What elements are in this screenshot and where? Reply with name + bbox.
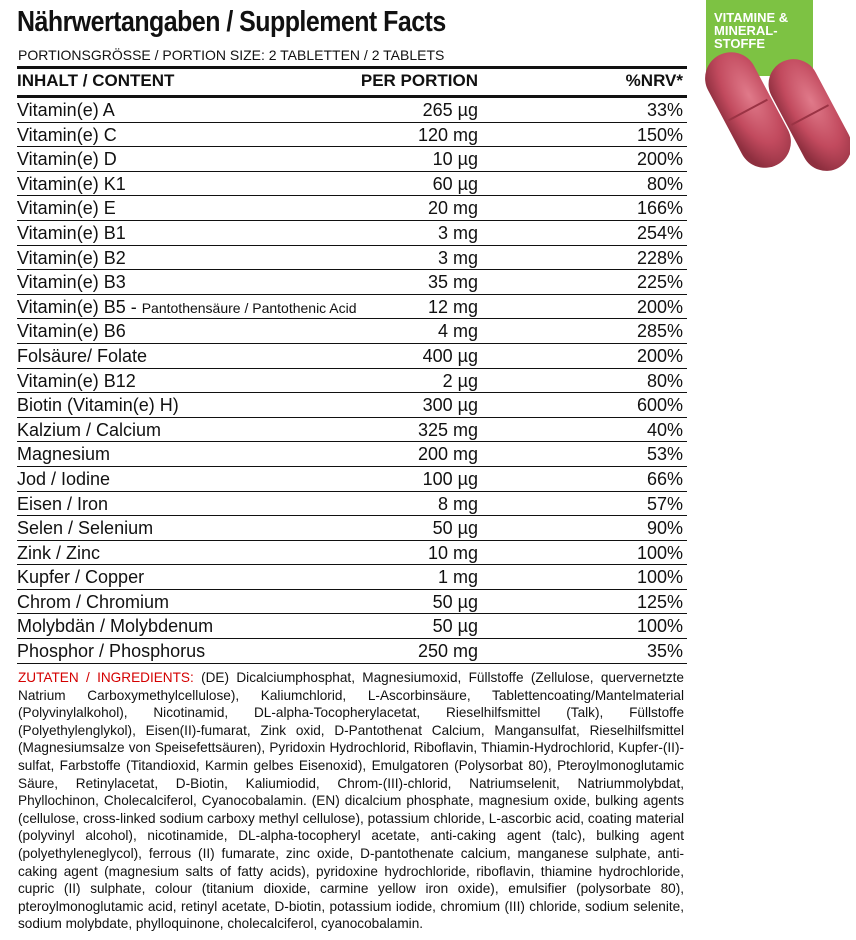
nutrient-label: Zink / Zinc — [17, 542, 101, 563]
badge-line-2: MINERAL- — [714, 23, 778, 38]
nutrient-name — [17, 395, 179, 416]
table-row — [17, 442, 687, 467]
nrv-percent: 66% — [646, 468, 683, 489]
table-row — [17, 295, 687, 320]
amount-per-portion: 12 mg — [427, 296, 478, 317]
nrv-percent: 90% — [646, 518, 683, 539]
nutrient-name — [17, 616, 213, 637]
nutrient-label: Chrom / Chromium — [17, 591, 170, 612]
amount-per-portion: 265 µg — [422, 100, 478, 120]
nutrient-name — [17, 543, 100, 564]
table-row — [17, 492, 687, 517]
nrv-percent: 600% — [636, 395, 683, 416]
amount-per-portion: 3 mg — [437, 247, 478, 268]
table-row — [17, 541, 687, 566]
nutrient-name — [17, 420, 161, 441]
nutrient-label: Vitamin(e) B12 — [17, 370, 136, 391]
nrv-percent: 200% — [636, 149, 683, 170]
header-content: INHALT / CONTENT — [17, 71, 175, 90]
table-row — [17, 344, 687, 369]
nutrient-label: Selen / Selenium — [17, 518, 154, 539]
nrv-percent: 200% — [636, 296, 683, 317]
portion-size: PORTIONSGRÖSSE / PORTION SIZE: 2 TABLETTEN / 2 TABLETS — [18, 47, 445, 63]
table-row — [17, 123, 687, 148]
table-row — [17, 614, 687, 639]
nutrient-name — [17, 198, 116, 219]
amount-per-portion: 120 mg — [417, 124, 478, 145]
nutrient-name — [17, 125, 117, 146]
nrv-percent: 100% — [636, 567, 683, 588]
nutrient-label: Jod / Iodine — [17, 468, 111, 489]
amount-per-portion: 400 µg — [422, 345, 478, 366]
nutrient-label: Biotin (Vitamin(e) H) — [17, 395, 179, 416]
nutrient-name — [17, 272, 126, 293]
nutrient-name — [17, 641, 205, 662]
nrv-percent: 150% — [636, 124, 683, 145]
table-row — [17, 516, 687, 541]
nutrient-label: Vitamin(e) E — [17, 198, 116, 219]
amount-per-portion: 300 µg — [422, 395, 478, 416]
badge-line-1: VITAMINE & — [714, 10, 789, 25]
table-row — [17, 196, 687, 221]
table-row — [17, 369, 687, 394]
nrv-percent: 80% — [646, 370, 683, 391]
ingredients-text — [18, 669, 684, 933]
amount-per-portion: 2 µg — [442, 370, 478, 391]
nrv-percent: 228% — [636, 247, 683, 268]
tablets-image — [700, 40, 850, 180]
badge-line-3: STOFFE — [714, 36, 766, 51]
nutrient-name — [17, 297, 357, 318]
nutrient-label: Vitamin(e) B2 — [17, 247, 126, 268]
amount-per-portion: 3 mg — [437, 222, 478, 243]
nutrient-name — [17, 494, 108, 515]
nutrient-label: Vitamin(e) B6 — [17, 321, 126, 342]
table-row — [17, 221, 687, 246]
nutrient-label: Folsäure/ Folate — [17, 345, 148, 366]
nutrient-sublabel: Pantothensäure / Pantothenic Acid — [141, 299, 357, 316]
nutrient-name — [17, 444, 110, 465]
amount-per-portion: 325 mg — [417, 419, 478, 440]
nutrient-label: Vitamin(e) D — [17, 149, 117, 170]
table-row — [17, 590, 687, 615]
nutrient-name — [17, 346, 147, 367]
nrv-percent: 125% — [636, 591, 683, 612]
table-row — [17, 467, 687, 492]
nrv-percent: 225% — [636, 272, 683, 293]
nutrient-label: Vitamin(e) K1 — [17, 173, 126, 194]
table-row — [17, 147, 687, 172]
nutrient-label: Vitamin(e) B3 — [17, 272, 126, 293]
nrv-percent: 200% — [636, 345, 683, 366]
nutrient-name — [17, 567, 144, 588]
nutrient-name — [17, 149, 117, 170]
header-nrv: %NRV* — [625, 71, 683, 90]
amount-per-portion: 10 mg — [427, 542, 478, 563]
nrv-percent: 285% — [636, 321, 683, 342]
nutrient-name — [17, 371, 136, 392]
nutrient-name — [17, 223, 126, 244]
nrv-percent: 100% — [636, 542, 683, 563]
table-row — [17, 639, 687, 664]
nrv-percent: 254% — [636, 222, 683, 243]
nutrient-label: Phosphor / Phosphorus — [17, 641, 206, 662]
nutrient-name — [17, 174, 126, 195]
amount-per-portion: 100 µg — [422, 468, 478, 489]
amount-per-portion: 35 mg — [427, 272, 478, 293]
nutrient-label: Vitamin(e) A — [17, 100, 115, 120]
table-header — [17, 66, 687, 98]
amount-per-portion: 20 mg — [427, 198, 478, 219]
nutrient-name — [17, 321, 126, 342]
amount-per-portion: 10 µg — [432, 149, 478, 170]
amount-per-portion: 50 µg — [432, 616, 478, 637]
header-per-portion: PER PORTION — [360, 71, 478, 90]
table-row — [17, 393, 687, 418]
nutrient-label: Vitamin(e) B5 - — [17, 296, 142, 317]
nrv-percent: 33% — [646, 100, 683, 120]
table-row — [17, 98, 687, 123]
nrv-percent: 40% — [646, 419, 683, 440]
nutrient-label: Vitamin(e) B1 — [17, 222, 126, 243]
nutrient-label: Kalzium / Calcium — [17, 419, 162, 440]
nrv-percent: 100% — [636, 616, 683, 637]
nutrient-name — [17, 100, 115, 121]
nutrient-label: Eisen / Iron — [17, 493, 109, 514]
nrv-percent: 166% — [636, 198, 683, 219]
table-row — [17, 270, 687, 295]
nutrient-name — [17, 248, 126, 269]
amount-per-portion: 50 µg — [432, 518, 478, 539]
nrv-percent: 80% — [646, 173, 683, 194]
amount-per-portion: 50 µg — [432, 591, 478, 612]
nutrient-name — [17, 518, 153, 539]
nrv-percent: 57% — [646, 493, 683, 514]
nutrient-label: Kupfer / Copper — [17, 567, 145, 588]
table-row — [17, 565, 687, 590]
table-row — [17, 246, 687, 271]
ingredients-label: ZUTATEN / INGREDIENTS: — [18, 670, 194, 685]
amount-per-portion: 250 mg — [417, 641, 478, 662]
amount-per-portion: 4 mg — [437, 321, 478, 342]
table-row — [17, 319, 687, 344]
nrv-percent: 35% — [646, 641, 683, 662]
nutrient-label: Vitamin(e) C — [17, 124, 117, 145]
amount-per-portion: 200 mg — [417, 444, 478, 465]
amount-per-portion: 60 µg — [432, 173, 478, 194]
nutrient-label: Molybdän / Molybdenum — [17, 616, 214, 637]
amount-per-portion: 1 mg — [437, 567, 478, 588]
page-title: Nährwertangaben / Supplement Facts — [17, 6, 446, 38]
nutrient-name — [17, 469, 110, 490]
nutrient-name — [17, 592, 169, 613]
nutrient-label: Magnesium — [17, 444, 111, 465]
table-row — [17, 418, 687, 443]
ingredients-body: (DE) Dicalciumphosphat, Magnesiumoxid, Füllstoffe (Zellulose, quervernetzte Natrium Carboxymethylcellulose), Kaliumchlorid, L-Ascorbinsäure, Tablettencoating/Mantelmaterial (Polyvinylalkohol), Nicotinamid, DL-alpha-Tocopherylacetat, Rieselhilfsmittel (Talk), Füllstoffe (Polyethylenglykol), Eisen(II)-fumarat, Zink oxid, D-Pantothenat Calcium, Mangansulfat, Rieselhilfsmittel (Magnesiumsalze von Speisefettsäuren), Pyridoxin Hydrochlorid, Riboflavin, Thiamin-Hydrochlorid, Kupfer-(II)-sulfat, Farbstoffe (Titandioxid, Karmin gelbes Eisenoxid), Emulgatoren (Polysorbat 80), Pteroylmonoglutamic Säure, Retinylacetat, D-Biotin, Kaliumiodid, Chrom-(III)-chlorid, Natriumselenit, Natriummolybdat, Phyllochinon, Cholecalciferol, Cyanocobalamin. (EN) dicalcium phosphate, magnesium oxide, bulking agents (cellulose, cross-linked sodium carboxy methyl cellulose), potassium chloride, L-ascorbic acid, coating material (polyvinyl alcohol), nicotinamide, DL-alpha-tocopheryl acetate, anti-caking agent (talc), bulking agent (polyethyleneglycol), ferrous (II) fumarate, zinc oxide, D-pantothenate calcium, manganese sulphate, anti-caking agent (magnesium salts of fatty acids), pyridoxine hydrochloride, riboflavin, thiamine hydrochloride, cupric (II) sulphate, colour (titanium dioxide, carmine yellow iron oxide), emulsifier (polysorbate 80), pteroylmonoglutamic acid, retinyl acetate, D-biotin, potassium iodide, chromium (III) chloride, sodium selenite, sodium molybdate, phylloquinone, cholecalciferol, cyanocobalamin. — [18, 670, 684, 932]
nrv-percent: 53% — [646, 444, 683, 465]
amount-per-portion: 8 mg — [437, 493, 478, 514]
supplement-facts-table — [17, 66, 687, 664]
table-body — [17, 98, 687, 664]
table-row — [17, 172, 687, 197]
